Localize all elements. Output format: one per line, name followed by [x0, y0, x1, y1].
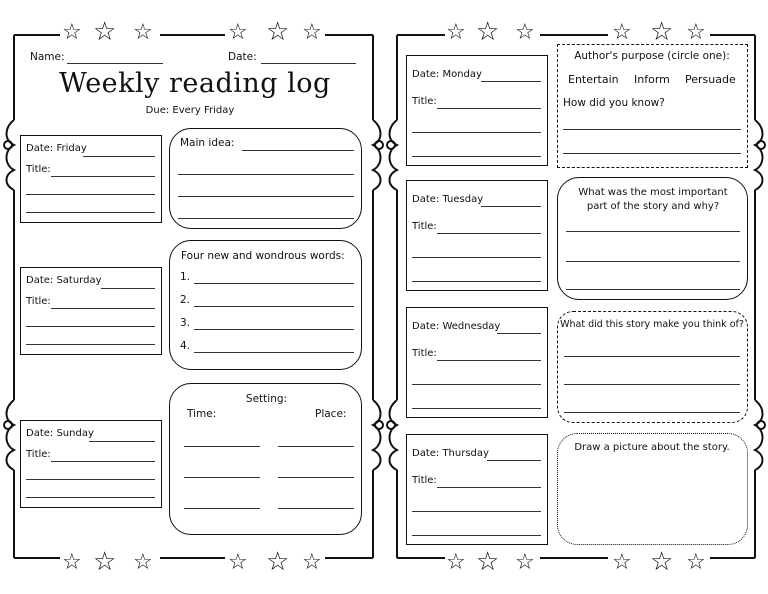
star-icon: ☆	[686, 20, 706, 45]
day-title-field[interactable]	[51, 176, 155, 177]
word-number: 4.	[180, 340, 191, 352]
day-date-field[interactable]	[83, 156, 155, 157]
draw-picture-box[interactable]	[557, 433, 748, 545]
day-title-label: Title:	[26, 296, 51, 307]
writing-line[interactable]	[412, 281, 541, 282]
setting-heading: Setting:	[245, 393, 288, 405]
star-icon: ☆	[650, 17, 674, 47]
day-date-label: Date: Wednesday	[412, 321, 501, 332]
new-words-box	[169, 240, 362, 370]
day-date-label: Date: Friday	[26, 143, 87, 154]
think-of-box	[557, 311, 748, 423]
how-did-you-know-label: How did you know?	[563, 97, 665, 109]
star-icon: ☆	[62, 20, 82, 45]
writing-line[interactable]	[26, 194, 155, 195]
day-date-label: Date: Monday	[412, 69, 482, 80]
writing-line[interactable]	[412, 408, 541, 409]
star-icon: ☆	[266, 17, 290, 47]
star-icon: ☆	[476, 17, 500, 47]
writing-line[interactable]	[566, 289, 740, 290]
star-icon: ☆	[686, 550, 706, 575]
day-title-field[interactable]	[51, 461, 155, 462]
place-field[interactable]	[278, 446, 354, 447]
star-icon: ☆	[302, 20, 322, 45]
draw-picture-label: Draw a picture about the story.	[574, 442, 730, 453]
writing-line[interactable]	[564, 356, 740, 357]
star-icon: ☆	[266, 547, 290, 577]
time-field[interactable]	[184, 477, 260, 478]
word-number: 3.	[180, 317, 191, 329]
writing-line[interactable]	[412, 511, 541, 512]
writing-line[interactable]	[563, 129, 741, 130]
star-icon: ☆	[228, 20, 248, 45]
day-date-field[interactable]	[487, 460, 541, 461]
day-box-monday	[406, 55, 548, 166]
word-number: 2.	[180, 294, 191, 306]
author-purpose-heading: Author's purpose (circle one):	[574, 50, 730, 62]
star-icon: ☆	[302, 550, 322, 575]
writing-line[interactable]	[26, 344, 155, 345]
writing-line[interactable]	[178, 196, 354, 197]
date-field[interactable]	[261, 63, 356, 64]
writing-line[interactable]	[178, 174, 354, 175]
new-words-heading: Four new and wondrous words:	[181, 250, 345, 262]
star-icon: ☆	[93, 547, 117, 577]
day-title-label: Title:	[412, 475, 437, 486]
think-of-question: What did this story make you think of?	[560, 319, 744, 330]
day-date-field[interactable]	[89, 441, 155, 442]
writing-line[interactable]	[26, 212, 155, 213]
important-part-question: What was the most important part of the story and why?	[578, 187, 728, 212]
author-purpose-box	[557, 44, 748, 168]
date-label: Date:	[228, 51, 257, 63]
setting-time-label: Time:	[187, 408, 217, 420]
time-field[interactable]	[184, 508, 260, 509]
star-icon: ☆	[515, 550, 535, 575]
day-date-label: Date: Thursday	[412, 448, 489, 459]
day-date-label: Date: Tuesday	[412, 194, 484, 205]
day-box-sunday	[20, 420, 162, 508]
day-date-field[interactable]	[481, 81, 541, 82]
star-icon: ☆	[612, 550, 632, 575]
day-title-field[interactable]	[437, 487, 541, 488]
day-box-saturday	[20, 267, 162, 355]
star-icon: ☆	[93, 17, 117, 47]
writing-line[interactable]	[412, 132, 541, 133]
day-date-field[interactable]	[101, 288, 155, 289]
place-field[interactable]	[278, 477, 354, 478]
setting-place-label: Place:	[315, 408, 347, 420]
writing-line[interactable]	[242, 150, 354, 151]
star-icon: ☆	[650, 547, 674, 577]
star-icon: ☆	[133, 550, 153, 575]
star-icon: ☆	[612, 20, 632, 45]
day-title-label: Title:	[412, 348, 437, 359]
important-part-box	[557, 177, 748, 300]
writing-line[interactable]	[26, 479, 155, 480]
page-title: Weekly reading log	[59, 68, 331, 99]
word-field[interactable]	[194, 352, 354, 353]
day-box-wednesday	[406, 307, 548, 418]
day-title-field[interactable]	[437, 360, 541, 361]
star-icon: ☆	[62, 550, 82, 575]
writing-line[interactable]	[412, 384, 541, 385]
star-icon: ☆	[446, 550, 466, 575]
writing-line[interactable]	[26, 497, 155, 498]
writing-line[interactable]	[566, 231, 740, 232]
star-icon: ☆	[446, 20, 466, 45]
purpose-option-inform[interactable]: Inform	[634, 73, 670, 86]
writing-line[interactable]	[26, 326, 155, 327]
day-date-field[interactable]	[497, 333, 541, 334]
star-icon: ☆	[476, 547, 500, 577]
day-box-tuesday	[406, 180, 548, 291]
day-date-label: Date: Saturday	[26, 275, 102, 286]
writing-line[interactable]	[412, 156, 541, 157]
day-box-friday	[20, 135, 162, 223]
day-title-field[interactable]	[51, 308, 155, 309]
purpose-option-persuade[interactable]: Persuade	[685, 73, 736, 86]
name-field[interactable]	[67, 63, 163, 64]
time-field[interactable]	[184, 446, 260, 447]
writing-line[interactable]	[564, 412, 740, 413]
writing-line[interactable]	[564, 384, 740, 385]
name-label: Name:	[30, 51, 65, 63]
purpose-option-entertain[interactable]: Entertain	[568, 73, 619, 86]
main-idea-label: Main idea:	[180, 137, 235, 149]
day-title-label: Title:	[412, 221, 437, 232]
writing-line[interactable]	[178, 218, 354, 219]
day-title-field[interactable]	[437, 233, 541, 234]
word-field[interactable]	[194, 306, 354, 307]
day-title-label: Title:	[412, 96, 437, 107]
day-title-label: Title:	[26, 164, 51, 175]
word-number: 1.	[180, 271, 191, 283]
star-icon: ☆	[228, 550, 248, 575]
day-date-label: Date: Sunday	[26, 428, 94, 439]
writing-line[interactable]	[412, 535, 541, 536]
setting-box	[169, 383, 362, 535]
star-icon: ☆	[133, 20, 153, 45]
writing-line[interactable]	[412, 257, 541, 258]
star-icon: ☆	[515, 20, 535, 45]
due-text: Due: Every Friday	[145, 105, 235, 116]
day-date-field[interactable]	[481, 206, 541, 207]
writing-line[interactable]	[566, 261, 740, 262]
main-idea-box	[169, 128, 362, 229]
place-field[interactable]	[278, 508, 354, 509]
writing-line[interactable]	[563, 153, 741, 154]
day-title-field[interactable]	[437, 108, 541, 109]
day-box-thursday	[406, 434, 548, 545]
day-title-label: Title:	[26, 449, 51, 460]
word-field[interactable]	[194, 283, 354, 284]
word-field[interactable]	[194, 329, 354, 330]
